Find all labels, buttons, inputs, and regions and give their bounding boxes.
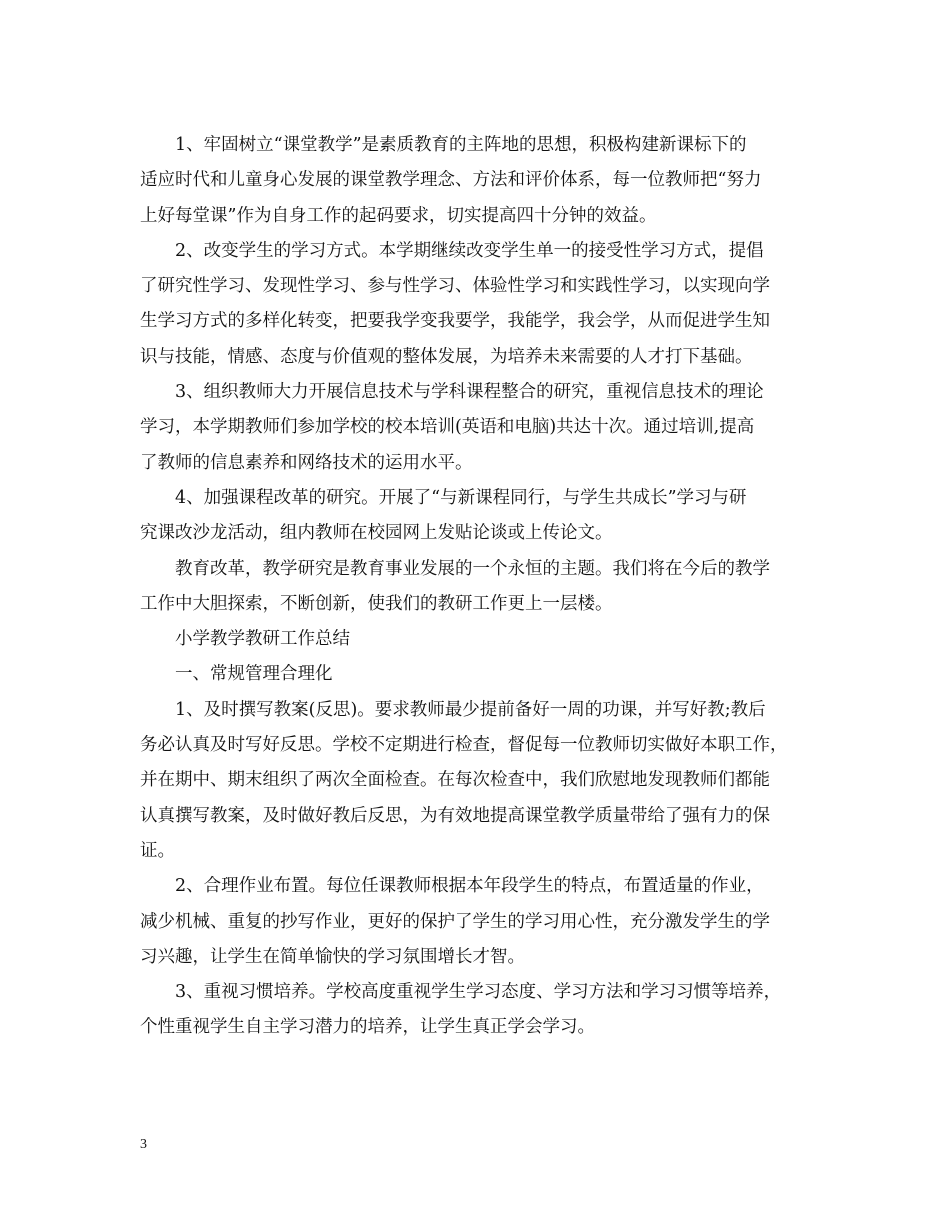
paragraph-line: 证。 [140, 840, 175, 861]
paragraph-line: 1、牢固树立“课堂教学”是素质教育的主阵地的思想，积极构建新课标下的 [175, 135, 747, 155]
paragraph-line: 了研究性学习、发现性学习、参与性学习、体验性学习和实践性学习，以实现向学 [140, 276, 770, 297]
paragraph-line: 个性重视学生自主学习潜力的培养，让学生真正学会学习。 [140, 1017, 595, 1038]
paragraph-line: 了教师的信息素养和网络技术的运用水平。 [140, 452, 473, 473]
paragraph-line: 教育改革，教学研究是教育事业发展的一个永恒的主题。我们将在今后的教学 [175, 558, 770, 579]
document-body [140, 128, 820, 1046]
paragraph-line: 上好每堂课”作为自身工作的起码要求，切实提高四十分钟的效益。 [140, 205, 657, 226]
paragraph-line: 并在期中、期末组织了两次全面检查。在每次检查中，我们欣慰地发现教师们都能 [140, 770, 770, 791]
paragraph-line: 识与技能，情感、态度与价值观的整体发展，为培养未来需要的人才打下基础。 [140, 346, 753, 367]
paragraph-line: 务必认真及时写好反思。学校不定期进行检查，督促每一位教师切实做好本职工作， [140, 735, 788, 756]
paragraph-line: 习兴趣，让学生在简单愉快的学习氛围增长才智。 [140, 946, 525, 967]
page-number: 3 [140, 1137, 147, 1152]
section-title: 小学教学教研工作总结 [175, 629, 350, 650]
paragraph-line: 适应时代和儿童身心发展的课堂教学理念、方法和评价体系，每一位教师把“努力 [140, 170, 762, 191]
paragraph-line: 3、重视习惯培养。学校高度重视学生学习态度、学习方法和学习习惯等培养， [175, 982, 782, 1003]
paragraph-line: 2、改变学生的学习方式。本学期继续改变学生单一的接受性学习方式，提倡 [175, 240, 764, 261]
paragraph-line: 工作中大胆探索，不断创新，使我们的教研工作更上一层楼。 [140, 593, 613, 614]
paragraph-line: 2、合理作业布置。每位任课教师根据本年段学生的特点，布置适量的作业， [175, 876, 764, 897]
paragraph-line: 减少机械、重复的抄写作业，更好的保护了学生的学习用心性，充分激发学生的学 [140, 911, 770, 932]
paragraph-line: 4、加强课程改革的研究。开展了“与新课程同行，与学生共成长”学习与研 [175, 487, 747, 508]
paragraph-line: 认真撰写教案，及时做好教后反思，为有效地提高课堂教学质量带给了强有力的保 [140, 805, 770, 826]
paragraph-line: 究课改沙龙活动，组内教师在校园网上发贴论谈或上传论文。 [140, 523, 613, 544]
paragraph-line: 1、及时撰写教案(反思)。要求教师最少提前备好一周的功课，并写好教;教后 [175, 699, 766, 720]
paragraph-line: 3、组织教师大力开展信息技术与学科课程整合的研究，重视信息技术的理论 [175, 382, 764, 403]
paragraph-line: 生学习方式的多样化转变，把要我学变我要学，我能学，我会学，从而促进学生知 [140, 311, 770, 332]
paragraph-line: 学习，本学期教师们参加学校的校本培训(英语和电脑)共达十次。通过培训,提高 [140, 417, 755, 438]
section-heading: 一、常规管理合理化 [175, 664, 333, 685]
